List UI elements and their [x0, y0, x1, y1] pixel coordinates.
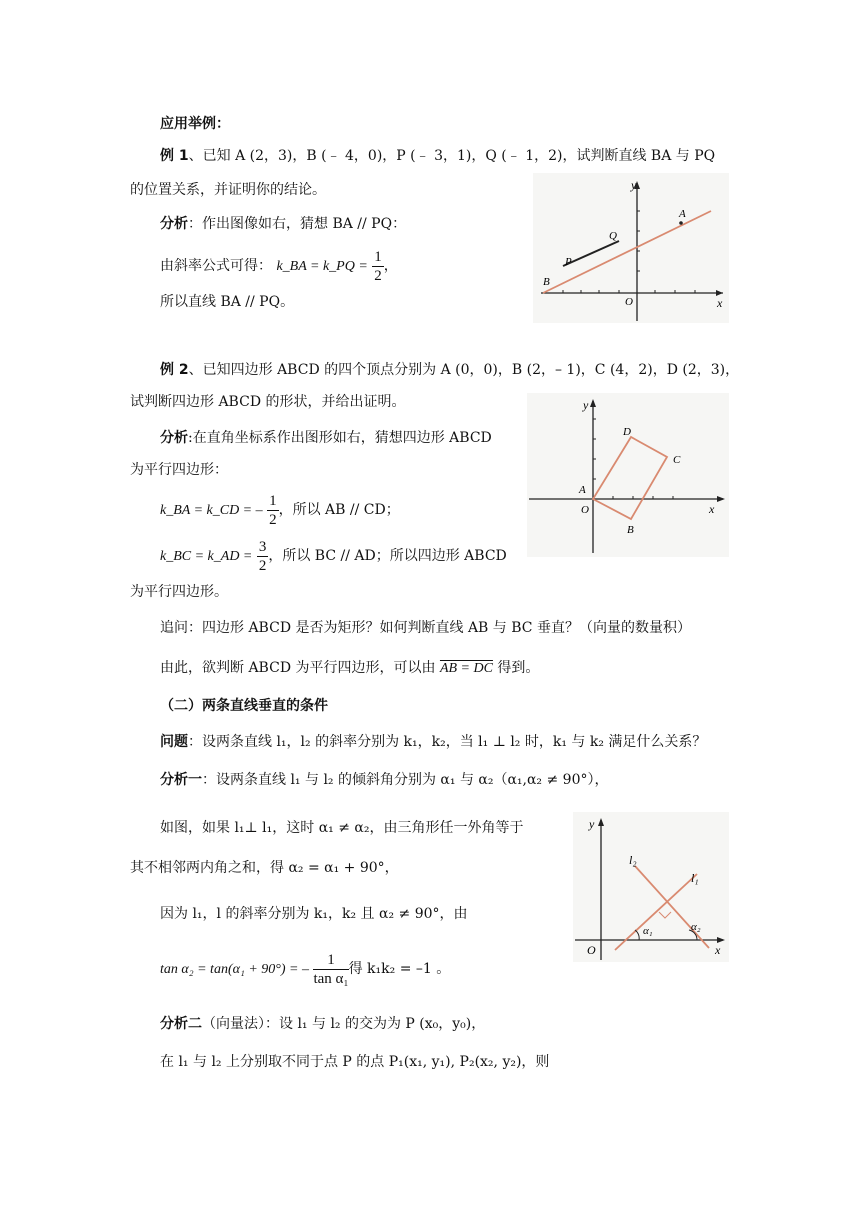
- vector-post: 得到。: [497, 660, 540, 676]
- analysis-text: ：作出图像如右，猜想 BA // PQ：: [188, 216, 407, 232]
- proof-line-b: 其不相邻两内角之和，得 α₂ = α₁ + 90°，: [130, 860, 399, 876]
- eq1-rhs: ，所以 AB // CD；: [278, 502, 400, 518]
- fig1-point-q: Q: [609, 230, 617, 242]
- followup-question: 追问：四边形 ABCD 是否为矩形？如何判断直线 AB 与 BC 垂直？（向量的数量积）: [160, 620, 691, 636]
- fig1-point-p: P: [565, 256, 572, 268]
- eq2-den: 2: [258, 557, 267, 574]
- tan-fraction: [313, 951, 348, 988]
- fig3-origin: O: [587, 943, 596, 957]
- problem-text: ：设两条直线 l₁，l₂ 的斜率分别为 k₁，k₂，当 l₁ ⊥ l₂ 时，k₁ 与 k₂ 满足什么关系？: [188, 734, 707, 750]
- analysis1-label: 分析一: [160, 772, 202, 788]
- analysis1-line: [160, 770, 609, 790]
- fig3-x-label: x: [715, 943, 721, 957]
- example1-figure: [533, 173, 729, 323]
- fig3-alpha1: α₁: [643, 925, 653, 937]
- fig2-point-d: D: [623, 426, 631, 438]
- example2-line1: [160, 360, 739, 380]
- eq1-lhs: k_BA = k_CD = –: [160, 503, 263, 518]
- vector-equation: AB = DC: [439, 661, 493, 676]
- fig1-y-label: y: [631, 178, 637, 192]
- example1-label: 例 1: [160, 148, 189, 164]
- vector-line: [160, 658, 539, 679]
- eq2-lhs: k_BC = k_AD =: [160, 549, 253, 564]
- fig1-origin: O: [625, 296, 633, 308]
- example1-line1: [160, 146, 715, 166]
- fig1-point-a: A: [679, 208, 686, 220]
- fig3-alpha2: α₂: [691, 921, 701, 933]
- eq1-den: 2: [269, 511, 277, 528]
- fig2-y-label: y: [583, 398, 589, 412]
- fig2-point-a: A: [579, 484, 586, 496]
- slope-num: 1: [374, 248, 382, 265]
- analysis2-text: （向量法）：设 l₁ 与 l₂ 的交为为 P (x₀，y₀)，: [202, 1016, 486, 1032]
- problem-line: [160, 732, 706, 752]
- analysis-label: 分析: [160, 216, 188, 232]
- example2-eq2-cont: 为平行四边形。: [130, 584, 228, 600]
- fig3-l2-label: l₂: [629, 853, 637, 867]
- example1-conclusion: 所以直线 BA // PQ。: [160, 294, 295, 310]
- fig1-point-b: B: [543, 276, 550, 288]
- problem-label: 问题: [160, 734, 188, 750]
- eq1-fraction: [267, 492, 279, 529]
- example1-line2: 的位置关系，并证明你的结论。: [130, 182, 326, 198]
- fig2-origin: O: [581, 504, 589, 516]
- fig3-y-label: y: [589, 817, 595, 831]
- eq2-num: 3: [258, 538, 267, 555]
- analysis1-text: ：设两条直线 l₁ 与 l₂ 的倾斜角分别为 α₁ 与 α₂（α₁,α₂ ≠ 90°），: [202, 772, 609, 788]
- proof-line-c: 因为 l₁，l 的斜率分别为 k₁，k₂ 且 α₂ ≠ 90°，由: [160, 906, 468, 922]
- example2-text: 、已知四边形 ABCD 的四个顶点分别为 A (0，0)，B (2，– 1)，C (4，2)，D (2，3)，: [188, 362, 740, 378]
- eq2-fraction: [257, 538, 269, 575]
- example2-figure: [527, 393, 729, 557]
- fig2-point-c: C: [673, 454, 681, 466]
- example2-eq2: [160, 534, 507, 578]
- perpendicular-figure: [573, 812, 729, 962]
- vector-pre: 由此，欲判断 ABCD 为平行四边形，可以由: [160, 660, 436, 676]
- proof-line-a: 如图，如果 l₁⊥ l₁，这时 α₁ ≠ α₂，由三角形任一外角等于: [160, 820, 524, 836]
- fig3-l1-label: l₁: [691, 871, 699, 885]
- slope-prefix: 由斜率公式可得：: [160, 258, 272, 274]
- analysis2-cont: 在 l₁ 与 l₂ 上分别取不同于点 P 的点 P₁(x₁, y₁), P₂(x₂, y₂)，则: [160, 1054, 550, 1070]
- example2-analysis-cont: 为平行四边形：: [130, 462, 228, 478]
- analysis2-line: [160, 1014, 485, 1034]
- proof-line-d: [160, 946, 450, 992]
- slope-equation: k_BA = k_PQ =: [276, 259, 368, 274]
- tan-num: 1: [313, 951, 348, 970]
- example2-label: 例 2: [160, 362, 189, 378]
- analysis2-label: 分析: [160, 430, 188, 446]
- example2-eq1: [160, 488, 400, 532]
- example1-text: 、已知 A (2，3)，B (﹣ 4，0)，P (﹣ 3，1)，Q (﹣ 1，2)，试判断直线 BA 与 PQ: [188, 148, 716, 164]
- tan-result: 得 k₁k₂ = –1 。: [348, 961, 451, 977]
- example1-slope: [160, 244, 398, 288]
- fig1-x-label: x: [717, 296, 723, 310]
- fig2-point-b: B: [627, 524, 634, 536]
- eq1-num: 1: [269, 492, 277, 509]
- slope-suffix: ，: [383, 258, 398, 274]
- slope-den: 2: [374, 267, 382, 284]
- section-heading: 应用举例：: [160, 116, 230, 132]
- fig2-x-label: x: [709, 502, 715, 516]
- slope-fraction: [372, 248, 384, 285]
- analysis2-label: 分析二: [160, 1016, 202, 1032]
- example2-analysis: [160, 428, 492, 448]
- example2-line2: 试判断四边形 ABCD 的形状，并给出证明。: [130, 394, 406, 410]
- tan-equation: tan α₂ = tan(α₁ + 90°) = –: [160, 962, 309, 977]
- example1-analysis: [160, 214, 406, 234]
- tan-den: tan α₁: [313, 970, 349, 987]
- analysis2-text: :在直角坐标系作出图形如右，猜想四边形 ABCD: [188, 430, 492, 446]
- section2-title: （二）两条直线垂直的条件: [160, 698, 328, 714]
- eq2-rhs: ，所以 BC // AD；所以四边形 ABCD: [268, 548, 507, 564]
